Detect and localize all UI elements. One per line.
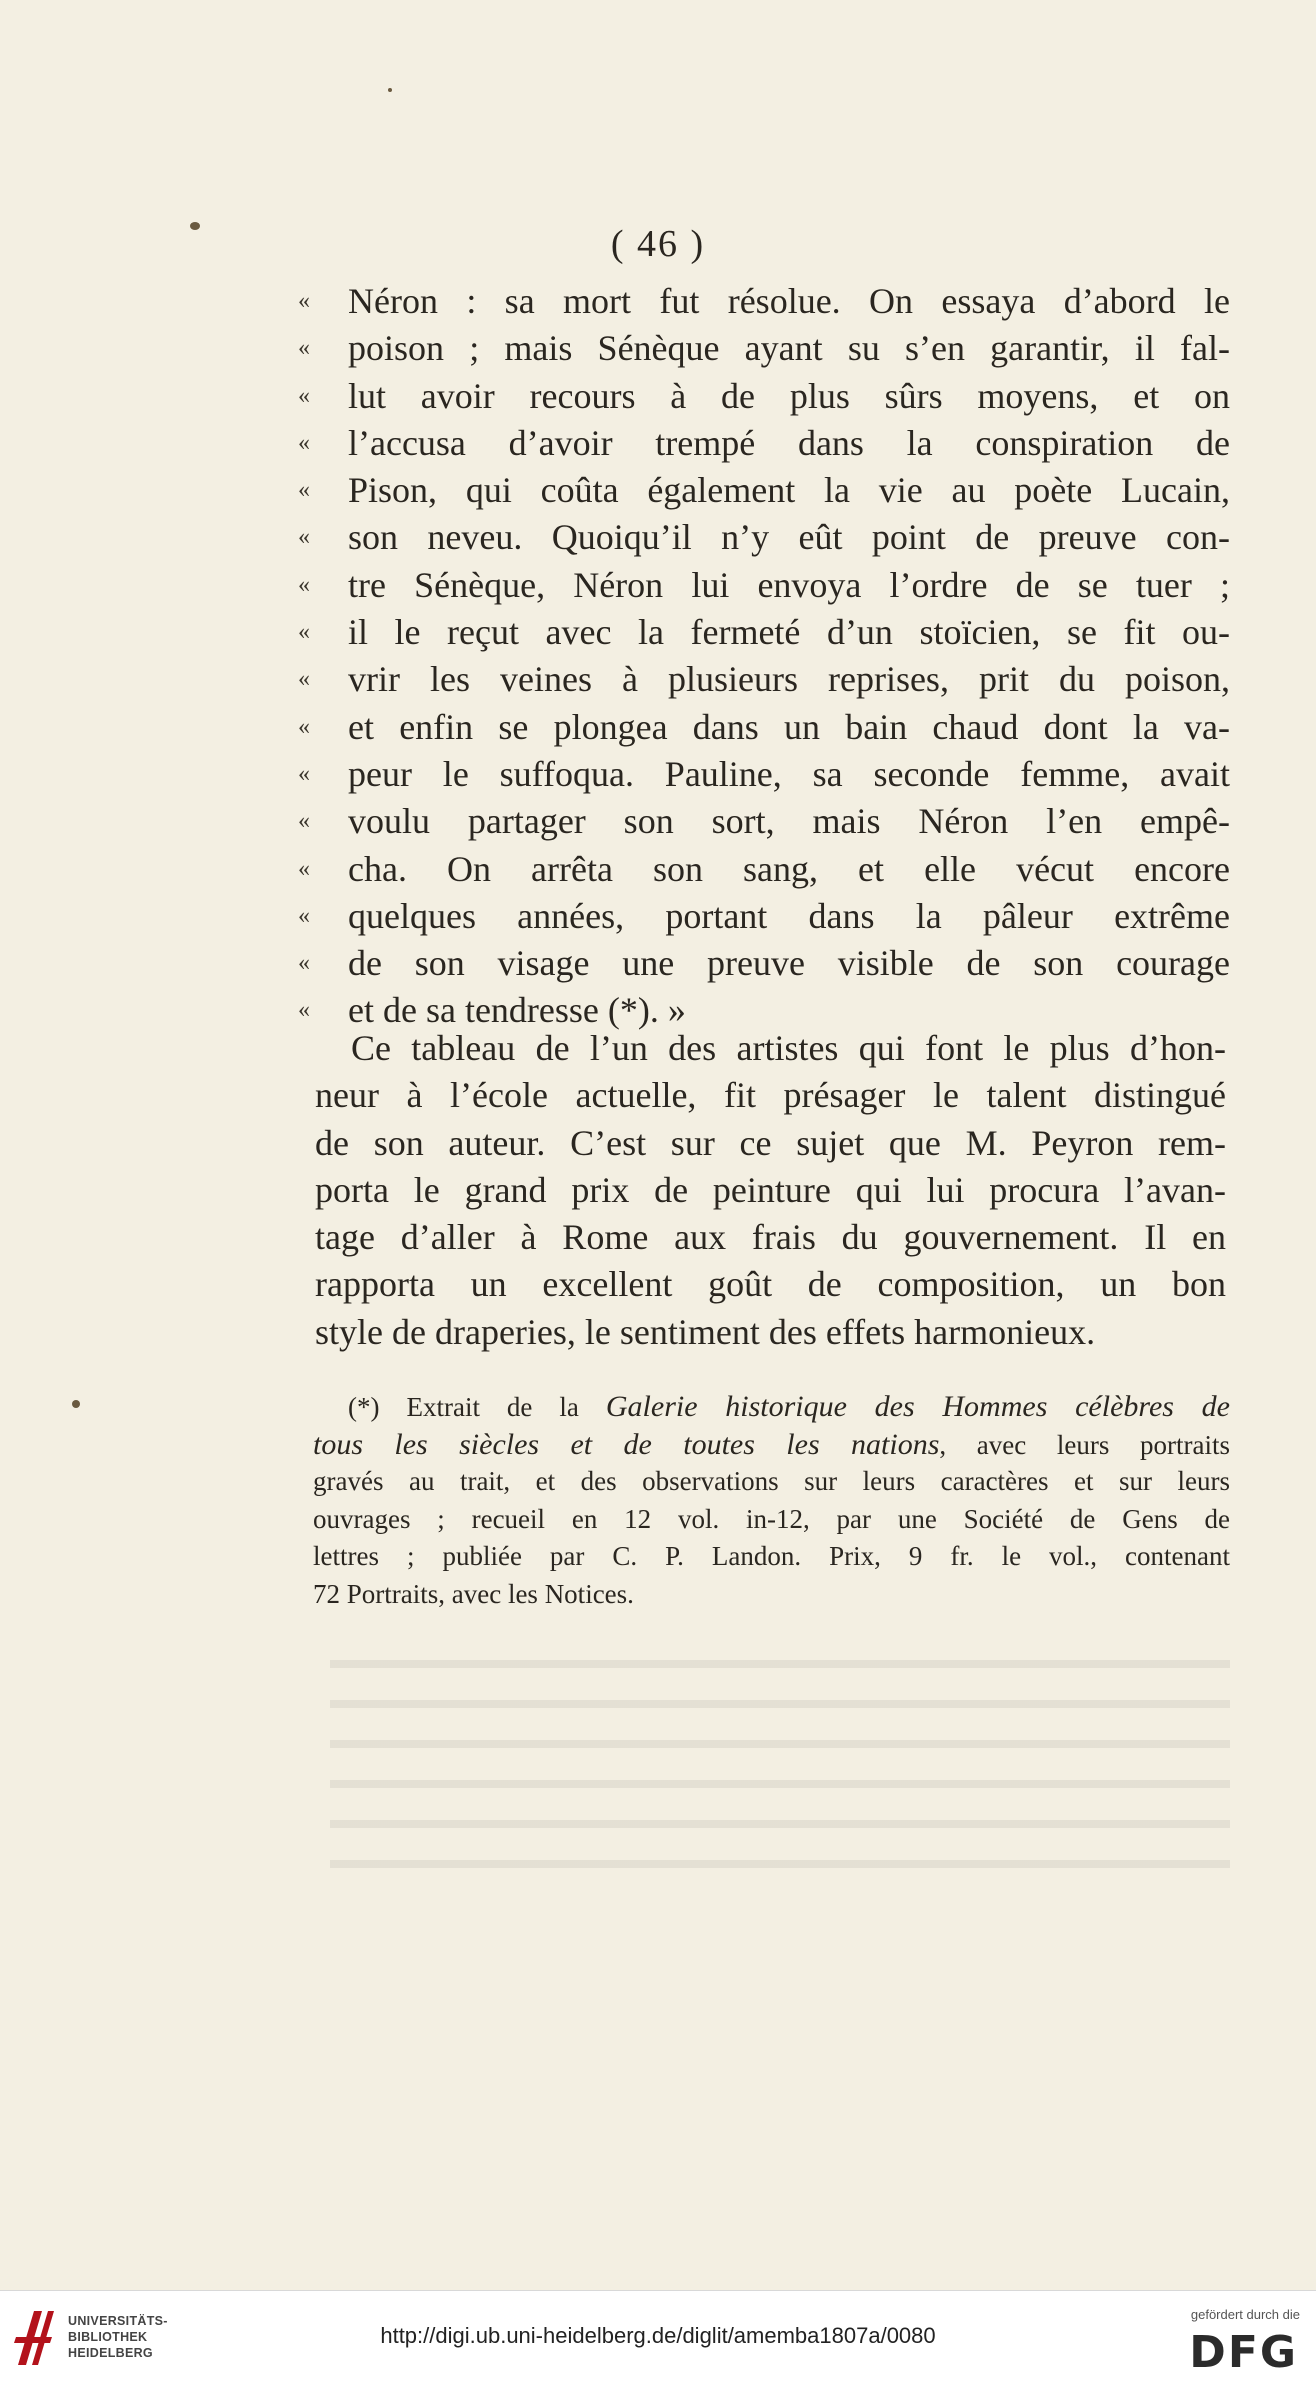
quote-mark: « — [298, 382, 310, 409]
quote-line: « cha. On arrêta son sang, et elle vécut encore — [300, 846, 1230, 893]
funding-label: gefördert durch die — [1190, 2307, 1300, 2322]
quote-mark: « — [298, 477, 310, 504]
footnote-line: tous les siècles et de toutes les nations, avec leurs portraits — [313, 1427, 1230, 1461]
paragraph-line: style de draperies, le sentiment des effets harmonieux. — [315, 1311, 1096, 1352]
quote-line: « il le reçut avec la fermeté d’un stoïcien, se fit ou- — [300, 609, 1230, 656]
quote-mark: « — [298, 855, 310, 882]
viewer-footer — [0, 2290, 1316, 2387]
paragraph-line: de son auteur. C’est sur ce sujet que M. Peyron rem- — [315, 1122, 1226, 1163]
quote-line: « de son visage une preuve visible de son courage — [300, 940, 1230, 987]
quote-mark: « — [298, 997, 310, 1024]
quote-line: « vrir les veines à plusieurs reprises, prit du poison, — [300, 656, 1230, 703]
permalink-url[interactable]: http://digi.ub.uni-heidelberg.de/diglit/amemba1807a/0080 — [380, 2323, 936, 2348]
quote-mark: « — [298, 713, 310, 740]
library-name: UNIVERSITÄTS- BIBLIOTHEK HEIDELBERG — [68, 2314, 168, 2360]
quote-mark: « — [298, 808, 310, 835]
quote-mark: « — [298, 666, 310, 693]
paragraph-line: rapporta un excellent goût de composition, un bon — [315, 1264, 1226, 1305]
quote-line: « l’accusa d’avoir trempé dans la conspiration de — [300, 420, 1230, 467]
footnote-line: ouvrages ; recueil en 12 vol. in-12, par une Société de Gens de — [313, 1503, 1230, 1534]
paragraph-line: neur à l’école actuelle, fit présager le talent distingué — [315, 1075, 1226, 1116]
quote-mark: « — [298, 429, 310, 456]
footnote-line: lettres ; publiée par C. P. Landon. Prix, 9 fr. le vol., contenant — [313, 1541, 1230, 1571]
quotation-block — [300, 278, 1230, 1035]
paragraph-line: Ce tableau de l’un des artistes qui font le plus d’hon- — [351, 1028, 1226, 1068]
footnote-line: gravés au trait, et des observations sur leurs caractères et sur leurs — [313, 1466, 1230, 1496]
quote-line: « quelques années, portant dans la pâleur extrême — [300, 893, 1230, 940]
paragraph-line: porta le grand prix de peinture qui lui procura l’avan- — [315, 1169, 1226, 1210]
quote-mark: « — [298, 335, 310, 362]
quote-line: « lut avoir recours à de plus sûrs moyens, et on — [300, 373, 1230, 420]
footnote-line: (*) Extrait de la Galerie historique des Hommes célèbres de — [348, 1390, 1230, 1423]
bleed-through — [330, 1640, 1230, 1900]
quote-mark: « — [298, 760, 310, 787]
quote-mark: « — [298, 619, 310, 646]
quote-mark: « — [298, 902, 310, 929]
quote-mark: « — [298, 571, 310, 598]
quote-line: « Pison, qui coûta également la vie au poète Lucain, — [300, 467, 1230, 514]
quote-line: « Néron : sa mort fut résolue. On essaya d’abord le — [300, 278, 1230, 325]
quote-line: « voulu partager son sort, mais Néron l’en empê- — [300, 798, 1230, 845]
quote-line: « son neveu. Quoiqu’il n’y eût point de preuve con- — [300, 514, 1230, 561]
quote-line: « tre Sénèque, Néron lui envoya l’ordre de se tuer ; — [300, 562, 1230, 609]
quote-line: « et enfin se plongea dans un bain chaud dont la va- — [300, 704, 1230, 751]
footnote-line: 72 Portraits, avec les Notices. — [313, 1578, 634, 1609]
paragraph-line: tage d’aller à Rome aux frais du gouvernement. Il en — [315, 1217, 1226, 1258]
quote-mark: « — [298, 288, 310, 314]
quote-line: « et de sa tendresse (*). » — [300, 987, 1230, 1034]
quote-line: « poison ; mais Sénèque ayant su s’en garantir, il fal- — [300, 325, 1230, 372]
dfg-logo[interactable]: DFG — [1189, 2327, 1298, 2378]
quote-mark: « — [298, 524, 310, 551]
quote-mark: « — [298, 950, 310, 977]
footnote — [313, 1388, 1230, 1613]
page-number: ( 46 ) — [610, 223, 706, 265]
quote-line: « peur le suffoqua. Pauline, sa seconde femme, avait — [300, 751, 1230, 798]
body-paragraph — [315, 1025, 1226, 1356]
